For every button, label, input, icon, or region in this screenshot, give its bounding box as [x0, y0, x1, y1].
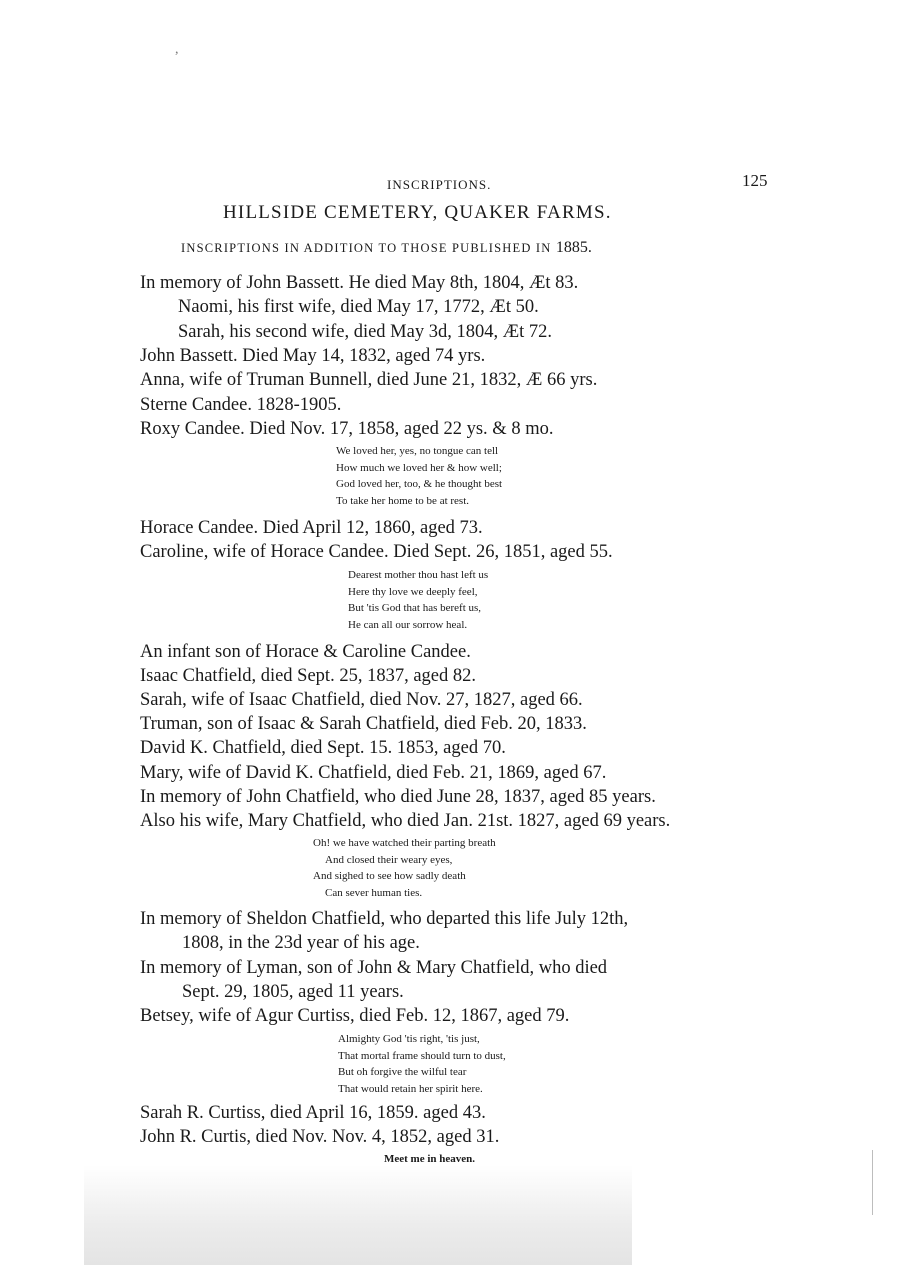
inscription-entry: Naomi, his first wife, died May 17, 1772, Æt 50.: [178, 297, 539, 317]
inscription-entry: Caroline, wife of Horace Candee. Died Sept. 26, 1851, aged 55.: [140, 542, 613, 562]
verse-line: But oh forgive the wilful tear: [338, 1066, 467, 1078]
epitaph-verse: [336, 443, 502, 509]
verse-line: And closed their weary eyes,: [325, 853, 453, 866]
inscription-entry: In memory of Lyman, son of John & Mary Chatfield, who died: [140, 958, 608, 978]
inscription-entry: Sarah, his second wife, died May 3d, 1804, Æt 72.: [178, 322, 553, 342]
verse-line: That would retain her spirit here.: [338, 1082, 483, 1095]
inscription-entry: 1808, in the 23d year of his age.: [182, 933, 420, 953]
closing-epitaph: Meet me in heaven.: [384, 1153, 476, 1165]
verse-line: God loved her, too, & he thought best: [336, 478, 503, 490]
inscription-entry: Roxy Candee. Died Nov. 17, 1858, aged 22 ys. & 8 mo.: [140, 419, 554, 439]
verse-line: Oh! we have watched their parting breath: [313, 837, 496, 849]
inscription-entry: Betsey, wife of Agur Curtiss, died Feb. 12, 1867, aged 79.: [140, 1006, 570, 1026]
verse-line: Here thy love we deeply feel,: [348, 585, 478, 598]
subtitle-text: INSCRIPTIONS IN ADDITION TO THOSE PUBLISHED IN: [181, 241, 552, 255]
page-subtitle: [181, 239, 592, 257]
page-number: 125: [742, 171, 768, 190]
inscription-entry: David K. Chatfield, died Sept. 15. 1853, aged 70.: [140, 738, 506, 758]
inscription-entry: Anna, wife of Truman Bunnell, died June 21, 1832, Æ 66 yrs.: [140, 370, 598, 390]
inscription-entry: In memory of Sheldon Chatfield, who departed this life July 12th,: [140, 909, 629, 929]
inscription-entry: Truman, son of Isaac & Sarah Chatfield, died Feb. 20, 1833.: [140, 714, 587, 734]
inscription-entry: John R. Curtis, died Nov. Nov. 4, 1852, aged 31.: [140, 1127, 500, 1147]
verse-line: Can sever human ties.: [325, 886, 423, 899]
verse-line: He can all our sorrow heal.: [348, 618, 468, 631]
scan-edge-line: [872, 1150, 873, 1215]
scan-shadow: [84, 1165, 632, 1265]
epitaph-verse: [313, 835, 496, 901]
verse-line: And sighed to see how sadly death: [313, 870, 466, 882]
epitaph-verse: [338, 1031, 506, 1097]
inscription-entry: Sarah, wife of Isaac Chatfield, died Nov. 27, 1827, aged 66.: [140, 690, 583, 710]
inscription-entry: Horace Candee. Died April 12, 1860, aged 73.: [140, 518, 483, 538]
running-head: INSCRIPTIONS.: [387, 177, 492, 192]
verse-line: Dearest mother thou hast left us: [348, 569, 489, 581]
inscription-entry: In memory of John Bassett. He died May 8th, 1804, Æt 83.: [140, 273, 579, 293]
inscription-entry: Mary, wife of David K. Chatfield, died Feb. 21, 1869, aged 67.: [140, 763, 607, 783]
inscription-entry: Sarah R. Curtiss, died April 16, 1859. aged 43.: [140, 1103, 486, 1123]
verse-line: Almighty God 'tis right, 'tis just,: [338, 1033, 480, 1045]
inscription-entry: Isaac Chatfield, died Sept. 25, 1837, aged 82.: [140, 666, 476, 686]
subtitle-year: 1885.: [555, 239, 592, 256]
scan-speck: ,: [175, 42, 179, 57]
inscription-entry: In memory of John Chatfield, who died June 28, 1837, aged 85 years.: [140, 787, 656, 807]
page-title: HILLSIDE CEMETERY, QUAKER FARMS.: [223, 202, 612, 223]
epitaph-verse: [348, 567, 488, 633]
inscription-entry: Sept. 29, 1805, aged 11 years.: [182, 982, 404, 1002]
inscription-entry: An infant son of Horace & Caroline Candee.: [140, 642, 471, 662]
verse-line: To take her home to be at rest.: [336, 494, 470, 507]
verse-line: We loved her, yes, no tongue can tell: [336, 445, 499, 457]
verse-line: How much we loved her & how well;: [336, 461, 502, 474]
inscription-entry: Sterne Candee. 1828-1905.: [140, 395, 342, 415]
verse-line: That mortal frame should turn to dust,: [338, 1049, 506, 1062]
inscription-entry: John Bassett. Died May 14, 1832, aged 74 yrs.: [140, 346, 486, 366]
inscription-entry: Also his wife, Mary Chatfield, who died Jan. 21st. 1827, aged 69 years.: [140, 811, 671, 831]
verse-line: But 'tis God that has bereft us,: [348, 602, 482, 614]
